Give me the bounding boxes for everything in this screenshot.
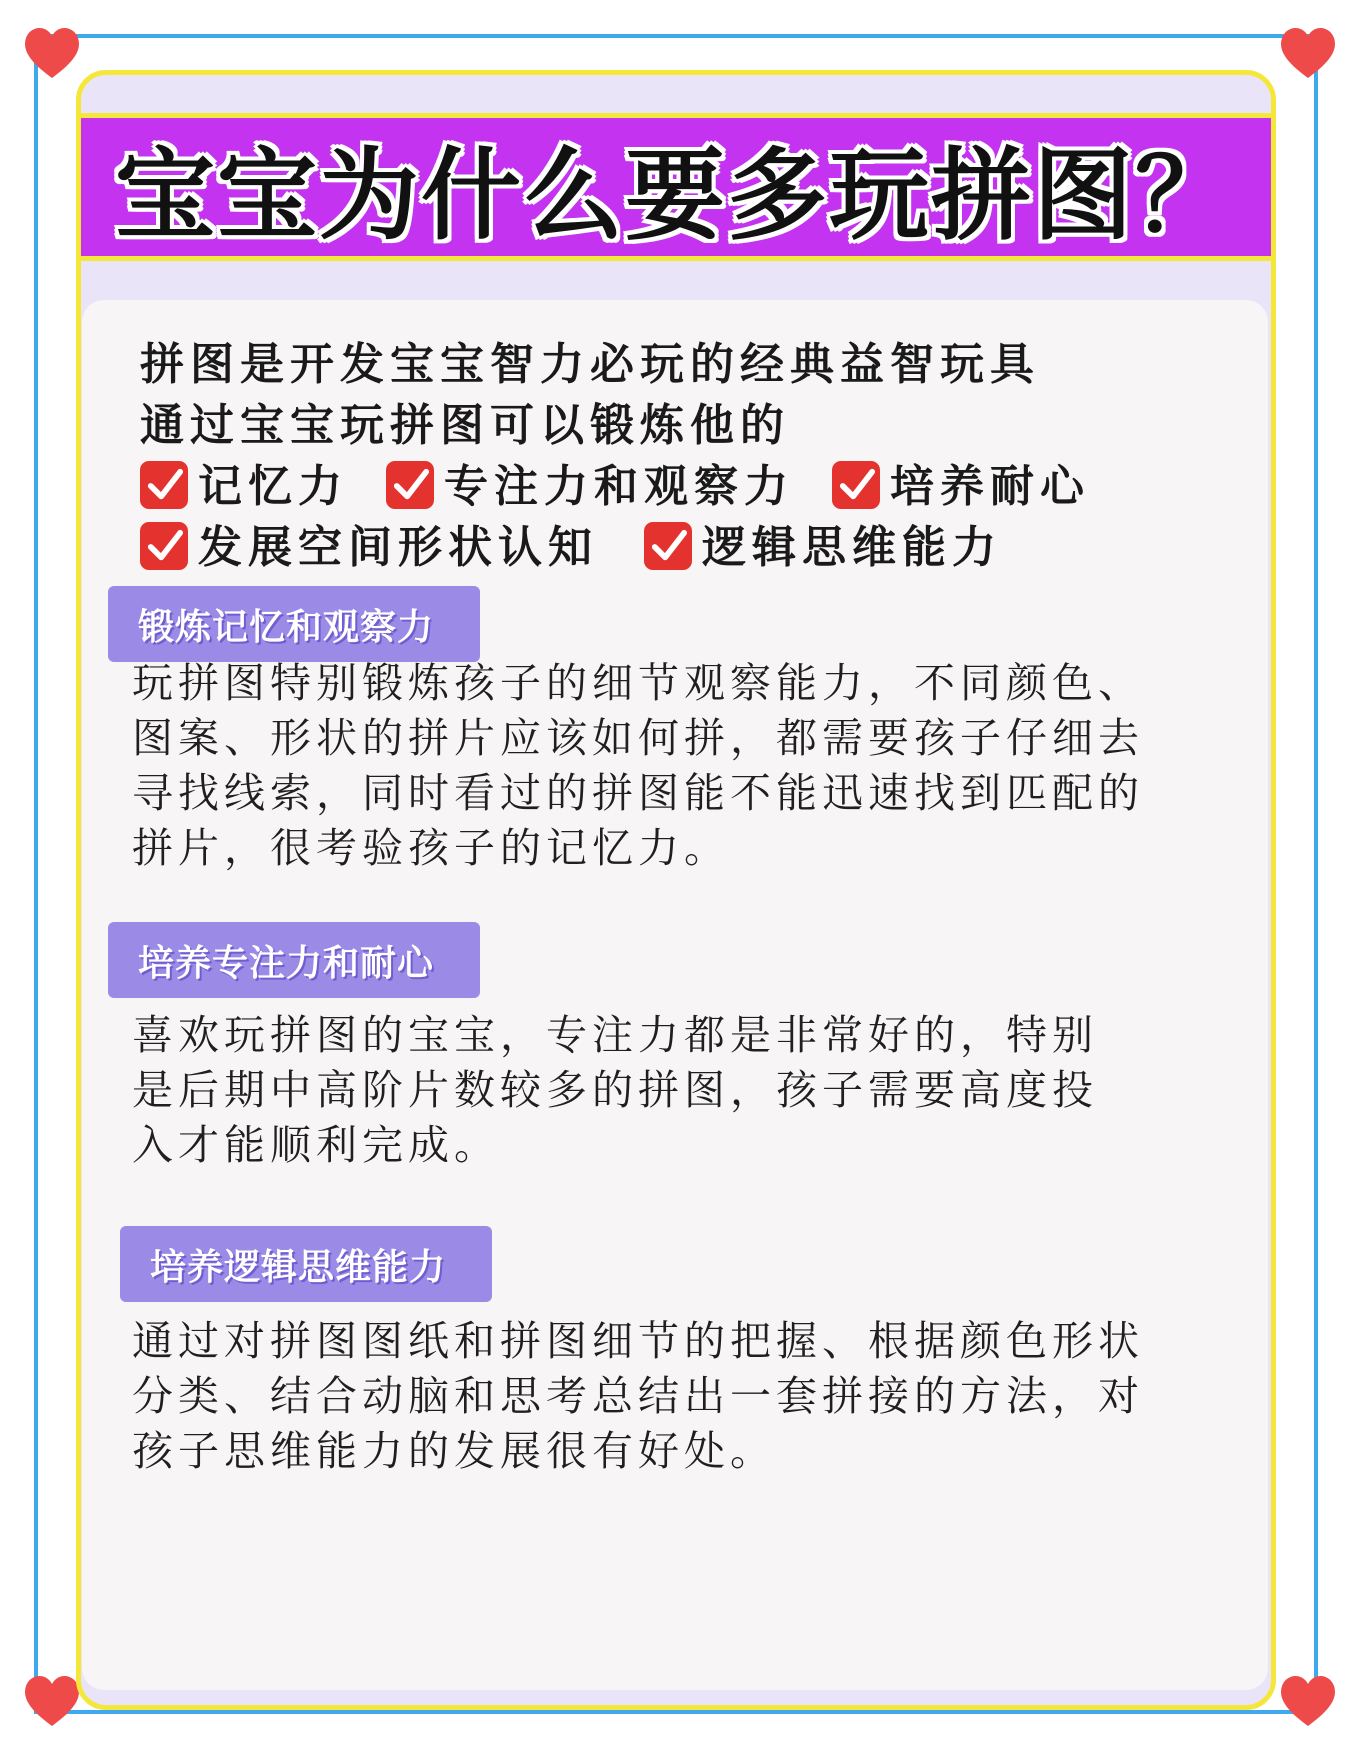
section-body	[132, 656, 1242, 876]
section-body	[132, 1314, 1242, 1479]
section-line: 喜欢玩拼图的宝宝，专注力都是非常好的，特别	[132, 1011, 1098, 1059]
section-line: 寻找线索，同时看过的拼图能不能迅速找到匹配的	[132, 769, 1144, 817]
intro-line: 通过宝宝玩拼图可以锻炼他的	[140, 400, 790, 451]
section-heading: 培养专注力和耐心	[108, 922, 480, 998]
check-icon	[140, 461, 188, 509]
checklist-item	[832, 456, 1090, 517]
section-body	[132, 1008, 1242, 1173]
checklist-label: 培养耐心	[890, 461, 1090, 512]
checklist-row	[140, 517, 1250, 578]
section-line: 入才能顺利完成。	[132, 1121, 500, 1169]
section-heading: 锻炼记忆和观察力	[108, 586, 480, 662]
content-panel	[82, 300, 1268, 1690]
heart-icon	[1276, 20, 1340, 84]
section-heading: 培养逻辑思维能力	[120, 1226, 492, 1302]
check-icon	[832, 461, 880, 509]
section-line: 分类、结合动脑和思考总结出一套拼接的方法，对	[132, 1372, 1144, 1420]
heart-icon	[1276, 1668, 1340, 1732]
checklist-label: 发展空间形状认知	[198, 522, 598, 573]
heart-icon	[20, 20, 84, 84]
checklist-item	[644, 517, 1002, 578]
section-line: 孩子思维能力的发展很有好处。	[132, 1427, 776, 1475]
section-line: 通过对拼图图纸和拼图细节的把握、根据颜色形状	[132, 1317, 1144, 1365]
heart-icon	[20, 1668, 84, 1732]
intro-line: 拼图是开发宝宝智力必玩的经典益智玩具	[140, 339, 1040, 390]
check-icon	[644, 522, 692, 570]
checklist-item	[140, 456, 348, 517]
page-title: 宝宝为什么要多玩拼图？	[115, 137, 1237, 254]
checklist-row	[140, 456, 1250, 517]
check-icon	[140, 522, 188, 570]
checklist-item	[386, 456, 794, 517]
title-band	[81, 113, 1271, 261]
section-line: 拼片，很考验孩子的记忆力。	[132, 824, 730, 872]
checklist-label: 专注力和观察力	[444, 461, 794, 512]
checklist-label: 记忆力	[198, 461, 348, 512]
check-icon	[386, 461, 434, 509]
checklist-label: 逻辑思维能力	[702, 522, 1002, 573]
section-line: 图案、形状的拼片应该如何拼，都需要孩子仔细去	[132, 714, 1144, 762]
intro-block	[140, 334, 1250, 578]
section-line: 是后期中高阶片数较多的拼图，孩子需要高度投	[132, 1066, 1098, 1114]
checklist-item	[140, 517, 598, 578]
section-line: 玩拼图特别锻炼孩子的细节观察能力，不同颜色、	[132, 659, 1144, 707]
